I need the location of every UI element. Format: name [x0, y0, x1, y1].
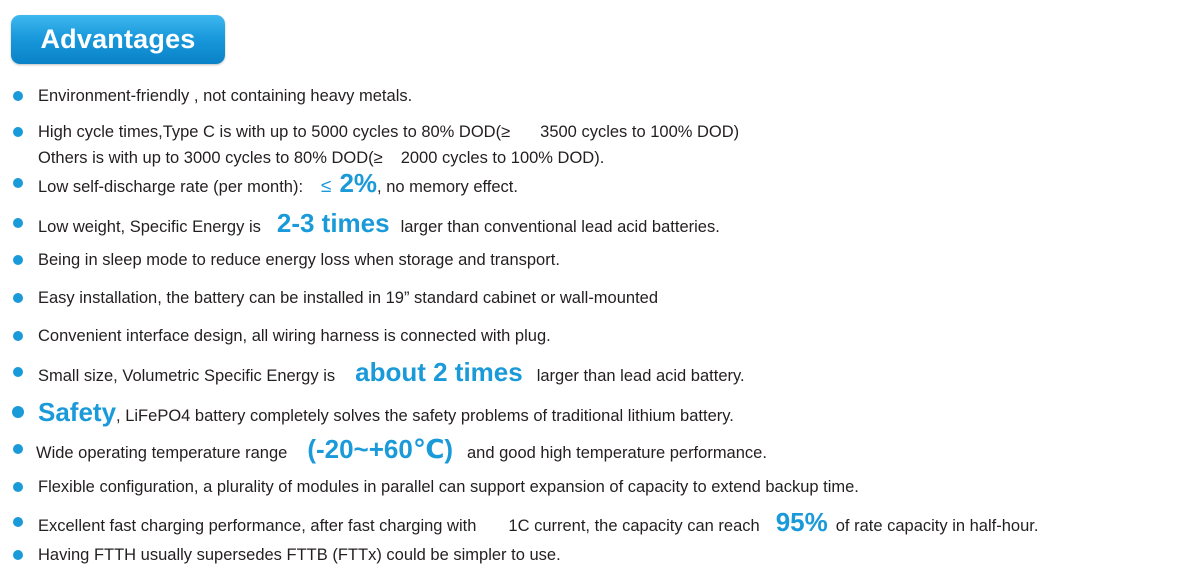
bullet-icon: [12, 406, 24, 418]
item-text-part: of rate capacity in half-hour.: [835, 516, 1039, 535]
item-text-part: Low weight, Specific Energy is: [38, 217, 261, 236]
item-text: Being in sleep mode to reduce energy loss when storage and transport.: [38, 250, 560, 269]
item-text: [38, 149, 604, 168]
highlight-value: about 2 times: [355, 356, 523, 387]
item-text-part: Excellent fast charging performance, after fast charging with: [38, 516, 477, 535]
item-text-part: and good high temperature performance.: [466, 443, 767, 462]
bullet-icon: [13, 482, 23, 492]
item-text: [38, 168, 518, 199]
bullet-icon: [13, 178, 23, 188]
item-text-part: Others is with up to 3000 cycles to 80% DOD(≥: [38, 148, 383, 167]
item-text-part: 2000 cycles to 100% DOD).: [400, 148, 605, 167]
item-text: [38, 123, 739, 142]
item-text-part: High cycle times,Type C is with up to 5000 cycles to 80% DOD(≥: [38, 122, 511, 141]
bullet-icon: [13, 127, 23, 137]
item-text-part: Low self-discharge rate (per month):: [38, 177, 304, 196]
item-text: Easy installation, the battery can be installed in 19” standard cabinet or wall-mounted: [38, 288, 659, 307]
item-text-part: larger than lead acid battery.: [536, 366, 745, 385]
highlight-value: 95%: [775, 506, 828, 537]
less-equal-symbol: ≤: [321, 175, 332, 197]
bullet-icon: [13, 91, 23, 101]
highlight-value: Safety: [38, 396, 117, 427]
highlight-value: 2%: [339, 167, 378, 198]
item-text: [36, 434, 767, 465]
item-text-part: larger than conventional lead acid batteries.: [400, 217, 720, 236]
item-text: Environment-friendly , not containing heavy metals.: [38, 86, 413, 105]
item-text: Convenient interface design, all wiring harness is connected with plug.: [38, 326, 551, 345]
bullet-icon: [13, 255, 23, 265]
bullet-icon: [13, 293, 23, 303]
item-text: Flexible configuration, a plurality of modules in parallel can support expansion of capacity to extend backup time.: [38, 477, 859, 496]
item-text: Having FTTH usually supersedes FTTB (FTTx) could be simpler to use.: [38, 545, 561, 564]
bullet-icon: [13, 444, 23, 454]
bullet-icon: [13, 218, 23, 228]
bullet-icon: [13, 331, 23, 341]
item-text: [38, 397, 734, 428]
item-text-part: Small size, Volumetric Specific Energy is: [38, 366, 336, 385]
item-text: [38, 208, 720, 239]
bullet-icon: [13, 550, 23, 560]
item-text-part: , no memory effect.: [377, 177, 518, 196]
item-text-part: Wide operating temperature range: [36, 443, 288, 462]
item-text-part: 3500 cycles to 100% DOD): [540, 122, 740, 141]
highlight-value: 2-3 times: [276, 207, 390, 238]
section-title: Advantages: [40, 24, 196, 54]
section-title-badge: [11, 15, 225, 64]
item-text: [38, 357, 745, 388]
item-text: [38, 507, 1038, 538]
item-text-part: 1C current, the capacity can reach: [508, 516, 760, 535]
item-text-part: , LiFePO4 battery completely solves the safety problems of traditional lithium battery.: [116, 406, 734, 425]
highlight-value: (-20~+60℃): [307, 433, 453, 464]
bullet-icon: [13, 367, 23, 377]
bullet-icon: [13, 517, 23, 527]
